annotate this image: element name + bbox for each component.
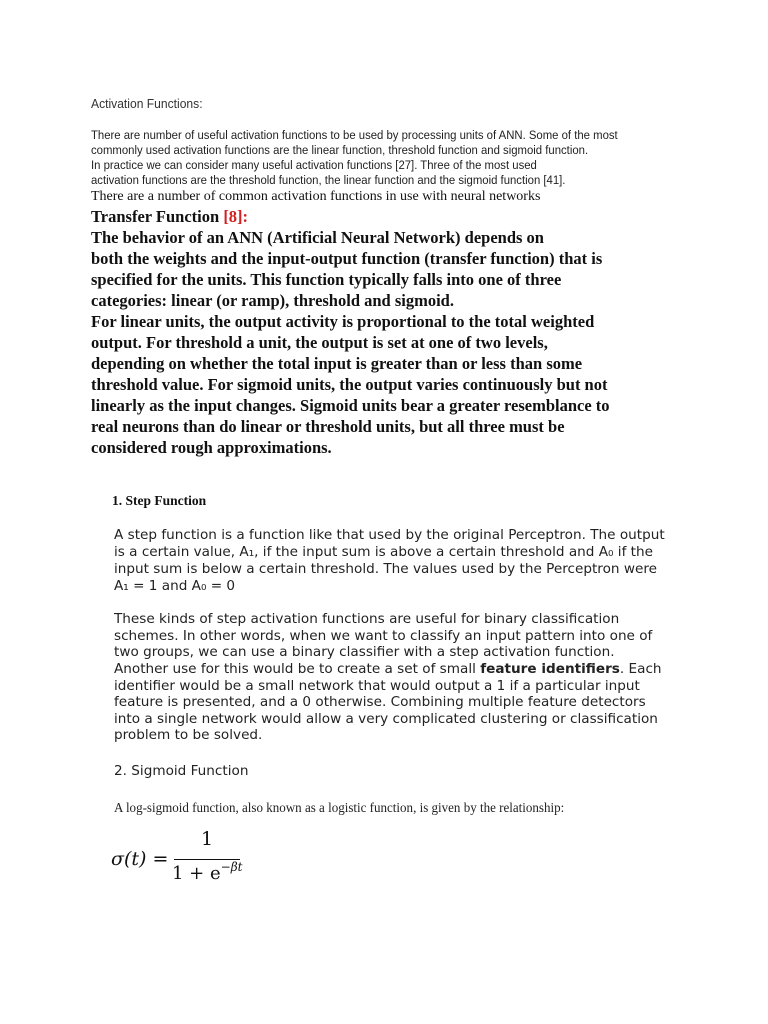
page-title: Activation Functions: xyxy=(91,96,203,111)
formula-numerator: 1 xyxy=(201,828,214,850)
transfer-line: specified for the units. This function typically falls into one of three xyxy=(91,270,562,289)
transfer-function-heading xyxy=(91,207,248,227)
transfer-heading-text: Transfer Function xyxy=(91,207,224,226)
transfer-line: considered rough approximations. xyxy=(91,438,332,457)
sigmoid-intro: A log-sigmoid function, also known as a logistic function, is given by the relationship: xyxy=(114,801,565,816)
step-para2-line: feature is presented, and a 0 otherwise. Combining multiple feature detectors xyxy=(114,694,646,710)
step-para1-line: A step function is a function like that used by the original Perceptron. The output xyxy=(114,527,665,543)
step-para1-line: is a certain value, A₁, if the input sum is above a certain threshold and A₀ if the xyxy=(114,544,653,560)
step-para2-text: Another use for this would be to create a set of small xyxy=(114,661,481,677)
transfer-line: depending on whether the total input is greater than or less than some xyxy=(91,354,583,373)
intro-line: commonly used activation functions are the linear function, threshold function and sigmoid function. xyxy=(91,143,589,157)
transfer-line: real neurons than do linear or threshold units, but all three must be xyxy=(91,417,565,436)
feature-identifiers-bold: feature identifiers xyxy=(480,661,620,677)
intro-line: In practice we can consider many useful activation functions [27]. Three of the most used xyxy=(91,158,537,172)
transfer-line: For linear units, the output activity is proportional to the total weighted xyxy=(91,312,595,331)
intro-line: activation functions are the threshold function, the linear function and the sigmoid function [41]. xyxy=(91,173,566,187)
step-para2-line: into a single network would allow a very complicated clustering or classification xyxy=(114,711,658,727)
step-para2-line: schemes. In other words, when we want to classify an input pattern into one of xyxy=(114,628,653,644)
transfer-line: both the weights and the input-output function (transfer function) that is xyxy=(91,249,603,268)
intro-line: There are number of useful activation functions to be used by processing units of ANN. Some of the most xyxy=(91,128,618,142)
step-para2-line: two groups, we can use a binary classifier with a step activation function. xyxy=(114,644,615,660)
transfer-reference: [8]: xyxy=(223,207,249,226)
step-para1-line: A₁ = 1 and A₀ = 0 xyxy=(114,578,236,594)
transfer-line: linearly as the input changes. Sigmoid units bear a greater resemblance to xyxy=(91,396,610,415)
common-functions-line: There are a number of common activation functions in use with neural networks xyxy=(91,189,541,204)
formula-exponent: −βt xyxy=(220,860,243,874)
step-function-heading: 1. Step Function xyxy=(112,493,207,508)
step-para2-line: problem to be solved. xyxy=(114,727,263,743)
step-para2-line-with-bold xyxy=(114,661,662,677)
step-para2-text: . Each xyxy=(619,661,662,677)
formula-lhs: σ(t) = xyxy=(111,848,169,870)
step-para2-line: These kinds of step activation functions are useful for binary classification xyxy=(114,611,620,627)
transfer-line: The behavior of an ANN (Artificial Neural Network) depends on xyxy=(91,228,544,247)
formula-denominator-base: 1 + e xyxy=(172,863,221,884)
step-para2-line: identifier would be a small network that would output a 1 if a particular input xyxy=(114,678,640,694)
transfer-line: threshold value. For sigmoid units, the output varies continuously but not xyxy=(91,375,608,394)
formula-denominator xyxy=(172,860,242,884)
sigmoid-function-heading: 2. Sigmoid Function xyxy=(114,763,249,779)
transfer-line: categories: linear (or ramp), threshold and sigmoid. xyxy=(91,291,454,310)
step-para1-line: input sum is below a certain threshold. The values used by the Perceptron were xyxy=(114,561,657,577)
transfer-line: output. For threshold a unit, the output is set at one of two levels, xyxy=(91,333,548,352)
